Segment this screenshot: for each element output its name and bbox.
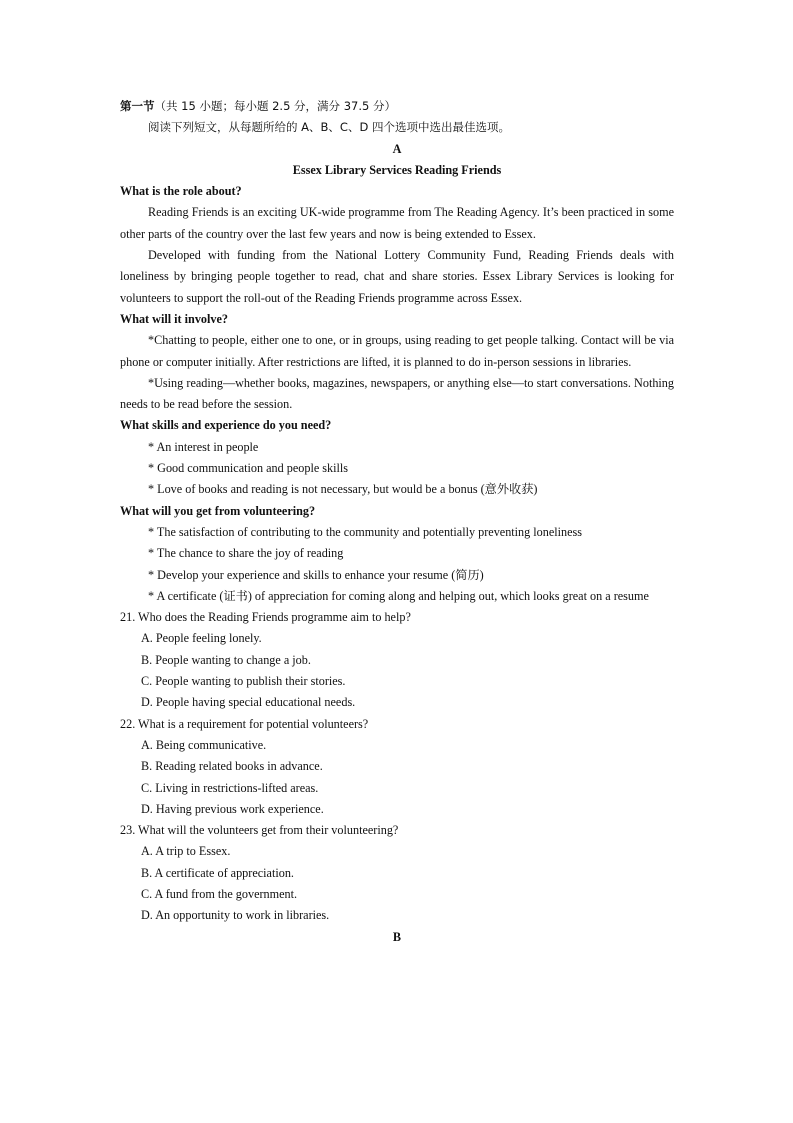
skill-item: * An interest in people [148,439,259,454]
document-page [120,96,674,948]
benefit-item: * The satisfaction of contributing to the community and potentially preventing loneliness [148,524,583,539]
passage-b-letter: B [392,929,402,944]
section-header [120,96,674,117]
role-paragraph-2: Developed with funding from the National Lottery Community Fund, Reading Friends deals with loneliness by bringing people together to read, chat and share stories. Essex Library Services is looking for volunteers to support the roll-out of the Reading Friends programme across Essex. [120,248,674,305]
question-23-option-d: D. An opportunity to work in libraries. [141,908,330,923]
involve-heading: What will it involve? [120,311,228,326]
involve-paragraph-2: *Using reading—whether books, magazines, newspapers, or anything else—to start conversations. Nothing needs to be read before the session. [120,375,674,412]
question-21-option-d: D. People having special educational needs. [141,695,356,710]
question-23-option-b: B. A certificate of appreciation. [141,865,294,880]
question-23-stem: 23. What will the volunteers get from their volunteering? [120,823,399,838]
section-scoring: （共 15 小题；每小题 2.5 分，满分 37.5 分） [154,99,396,113]
instructions: 阅读下列短文，从每题所给的 A、B、C、D 四个选项中选出最佳选项。 [148,120,510,135]
role-paragraph-1: Reading Friends is an exciting UK-wide programme from The Reading Agency. It’s been practiced in some other parts of the country over the last few years and now is being extended to Essex. [120,205,674,241]
question-23-option-a: A. A trip to Essex. [141,844,231,859]
question-22-option-b: B. Reading related books in advance. [141,759,323,774]
section-label: 第一节 [120,99,155,113]
role-heading: What is the role about? [120,184,242,199]
question-21-option-c: C. People wanting to publish their stories. [141,674,346,689]
benefit-item: * The chance to share the joy of reading [148,546,344,561]
benefit-item: * Develop your experience and skills to enhance your resume (简历) [148,567,484,582]
passage-a-letter: A [392,141,402,156]
question-22-option-a: A. Being communicative. [141,737,267,752]
passage-a-title: Essex Library Services Reading Friends [292,162,502,177]
question-21-stem: 21. Who does the Reading Friends programme aim to help? [120,610,411,625]
question-23-option-c: C. A fund from the government. [141,886,298,901]
question-22-stem: 22. What is a requirement for potential volunteers? [120,716,369,731]
question-21-option-a: A. People feeling lonely. [141,631,262,646]
skill-item: * Good communication and people skills [148,461,349,476]
skills-heading: What skills and experience do you need? [120,418,332,433]
question-22-option-c: C. Living in restrictions-lifted areas. [141,780,319,795]
skill-item: * Love of books and reading is not necessary, but would be a bonus (意外收获) [148,482,538,497]
benefits-heading: What will you get from volunteering? [120,503,316,518]
benefit-item: * A certificate (证书) of appreciation for coming along and helping out, which looks great on a resume [148,588,649,603]
involve-paragraph-1: *Chatting to people, either one to one, or in groups, using reading to get people talking. Contact will be via phone or computer initially. After restrictions are lifted, it is planned to do in-person sessions in libraries. [120,333,674,369]
question-21-option-b: B. People wanting to change a job. [141,652,311,667]
question-22-option-d: D. Having previous work experience. [141,801,324,816]
